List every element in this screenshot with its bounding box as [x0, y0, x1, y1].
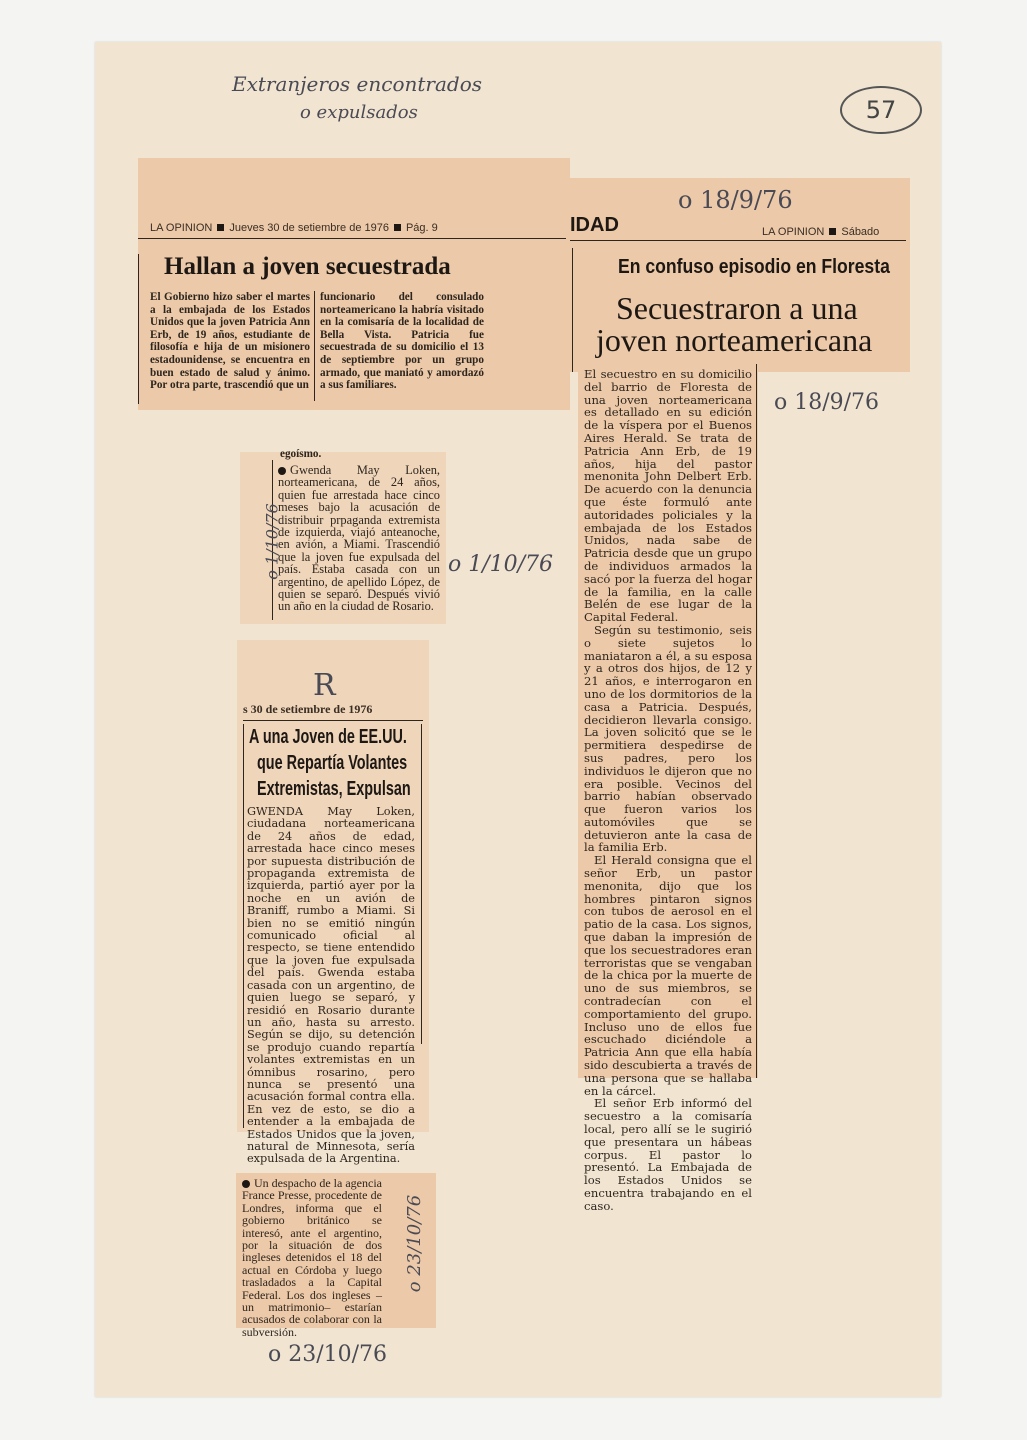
clip2-top-cut: egoísmo. — [280, 448, 322, 460]
clip3-headline-2: que Repartía Volantes — [257, 752, 408, 774]
clip4-side-date: o 23/10/76 — [404, 1194, 426, 1293]
clip5-headline-2: joven norteamericana — [596, 322, 873, 358]
clip1-left-rule — [138, 254, 139, 404]
clip2-text: Gwenda May Loken, norteamericana, de 24 años, quien fue arrestada hace cinco meses bajo la acusación de distribuir prpaganda extremista de izquierda, viajó anteanoche, en avión, a Miami. Trascendió que la joven fue expulsada del país. Estaba casada con un argentino, de apellido López, de quien se separó. Después vivió un año en la ciudad de Rosario. — [278, 463, 440, 614]
clip1-rule — [138, 238, 570, 239]
clip5-body — [584, 367, 752, 1213]
date-middle-note: o 1/10/76 — [448, 552, 554, 577]
date-right-col-note: o 18/9/76 — [774, 390, 880, 415]
letter-r-note: R — [313, 668, 336, 703]
clip1-column-1 — [150, 291, 310, 403]
clip5-para-4: El señor Erb informó del secuestro a la comisaría local, pero allí se le sugirió que presentara un hábeas corpus. El pastor lo presentó. La Embajada de los Estados Unidos se encuentra trabajando en el caso. — [584, 1096, 752, 1213]
clip3-left-rule — [243, 724, 244, 1128]
clip5-para-1: El secuestro en su domicilio del barrio de Floresta de una joven norteamericana es detallado en su edición de la víspera por el Buenos Aires Herald. Se trata de Patricia Ann Erb, de 19 años, hija del pastor menonita John Delbert Erb. De acuerdo con la denuncia que éste formuló ante autoridades policiales y la embajada de los Estados Unidos, nada sabe de Patricia desde que un grupo de individuos armados la sacó por la fuerza del hogar de la familia, en la calle Belén de ese lugar de la Capital Federal. — [584, 367, 752, 625]
clip1-masthead-page: Pág. 9 — [405, 222, 438, 234]
clip5-para-3: El Herald consigna que el señor Erb, un pastor menonita, dijo que los hombres pintaron signos con tubos de aerosol en el patio de la casa. Los signos, que daban la impresión de que los secuestradores eran terroristas que se vengaban de la chica por la muerte de uno de sus miembros, se contradecían con el comportamiento del grupo. Incluso uno de ellos fue escuchado diciéndole a Patricia Ann que ella había sido descubierta a través de una persona que se hallaba en la cárcel. — [584, 853, 752, 1098]
date-bottom-note: o 23/10/76 — [268, 1342, 388, 1367]
clip5-rule — [570, 240, 906, 241]
clip5-headline-1: Secuestraron a una — [616, 290, 858, 326]
clip1-masthead: LA OPINION — [150, 222, 213, 234]
bullet-icon — [278, 467, 286, 475]
clip5-masthead-day: Sábado — [841, 226, 880, 238]
clip5-left-rule — [572, 248, 573, 372]
clipping-secuestraron-column — [578, 364, 758, 1213]
clip5-masthead: LA OPINION — [762, 226, 825, 238]
clip1-masthead-date: Jueves 30 de setiembre de 1976 — [229, 222, 389, 234]
page-number: 57 — [865, 96, 897, 124]
clip5-kicker: En confuso episodio en Floresta — [618, 256, 890, 278]
clipping-gwenda-long — [237, 640, 429, 1166]
clip1-column-2 — [320, 291, 484, 403]
clip3-text: GWENDA May Loken, ciudadana norteamericana de 24 años de edad, arrestada hace cinco meses por supuesta distribución de propaganda extremista de izquierda, partió ayer por la noche en un avión de Braniff, rumbo a Miami. Si bien no se emitió ningún comunicado oficial al respecto, se tiene entendido que la joven fue expulsada del país. Gwenda estaba casada con un argentino, de quien luego se separó, y residió en Rosario durante un año, hasta su arresto. Según se dijo, su detención se produjo cuando repartía volantes extremistas en un ómnibus rosarino, pero nunca se presentó una acusación formal contra ella. En vez de esto, se dio a entender a la embajada de Estados Unidos que la joven, natural de Minnesota, sería expulsada de la Argentina. — [247, 805, 415, 1166]
clip4-body — [242, 1176, 382, 1339]
bullet-icon — [242, 1180, 250, 1188]
clip1-masthead-line — [150, 222, 438, 234]
clip1-headline: Hallan a joven secuestrada — [164, 253, 451, 280]
clip3-right-rule — [421, 724, 422, 1044]
handwritten-note-line-2: o expulsados — [300, 102, 418, 123]
date-right-top-note: o 18/9/76 — [678, 186, 793, 214]
handwritten-note-line-1: Extranjeros encontrados — [232, 72, 483, 96]
clip4-text: Un despacho de la agencia France Presse, procedente de Londres, informa que el gobierno británico se interesó, ante el argentino, por la situación de dos ingleses detenidos el 18 del actual en Córdoba y luego trasladados a la Capital Federal. Los dos ingleses –un matrimonio– estarían acusados de colaborar con la subversión. — [242, 1176, 382, 1339]
page-number-circle — [840, 86, 922, 134]
clip1-column-rule — [314, 291, 315, 401]
clip5-para-2: Según su testimonio, seis o siete sujetos lo maniataron a él, a su esposa y a otros dos hijos, de 12 y 21 años, e interrogaron en uno de los dormitorios de la casa a Patricia. Después, decidieron llevarla consigo. La joven solicitó que se le permitiera despedirse de sus padres, pero los individuos le dijeron que no era posible. Vecinos del barrio habían observado que fueron varios los automóviles que se detuvieron ante la casa de la familia Erb. — [584, 622, 752, 855]
clipping-hallan-joven — [138, 158, 570, 410]
clip5-masthead-line — [762, 226, 879, 238]
clip1-col1-text: El Gobierno hizo saber el martes a la embajada de los Estados Unidos que la joven Patricia Ann Erb, de 19 años, estudiante de filosofía e hija de un misionero estadounidense, se encuentra en buen estado de salud y ánimo. Por otra parte, trascendió que un — [150, 291, 310, 392]
clip5-masthead-left: IDAD — [570, 214, 619, 236]
clip2-side-date: o 1/10/76 — [262, 503, 282, 580]
clip5-column-right-rule — [756, 364, 757, 1078]
clipping-gwenda-short — [240, 448, 446, 624]
clip1-col2-text: funcionario del consulado norteamericano la habría visitado en la comisaría de la localidad de Bella Vista. Patricia fue secuestrada de su domicilio el 13 de septiembre por un grupo armado, que maniató y amordazó a sus familiares. — [320, 291, 484, 392]
clip2-body — [278, 464, 440, 620]
clipping-despacho-afp — [236, 1173, 436, 1339]
clip3-body — [247, 805, 415, 1166]
clip3-date-line: s 30 de setiembre de 1976 — [243, 702, 373, 716]
clip3-rule — [243, 720, 423, 721]
clip3-headline-3: Extremistas, Expulsan — [257, 778, 411, 800]
clip3-headline-1: A una Joven de EE.UU. — [249, 726, 407, 748]
